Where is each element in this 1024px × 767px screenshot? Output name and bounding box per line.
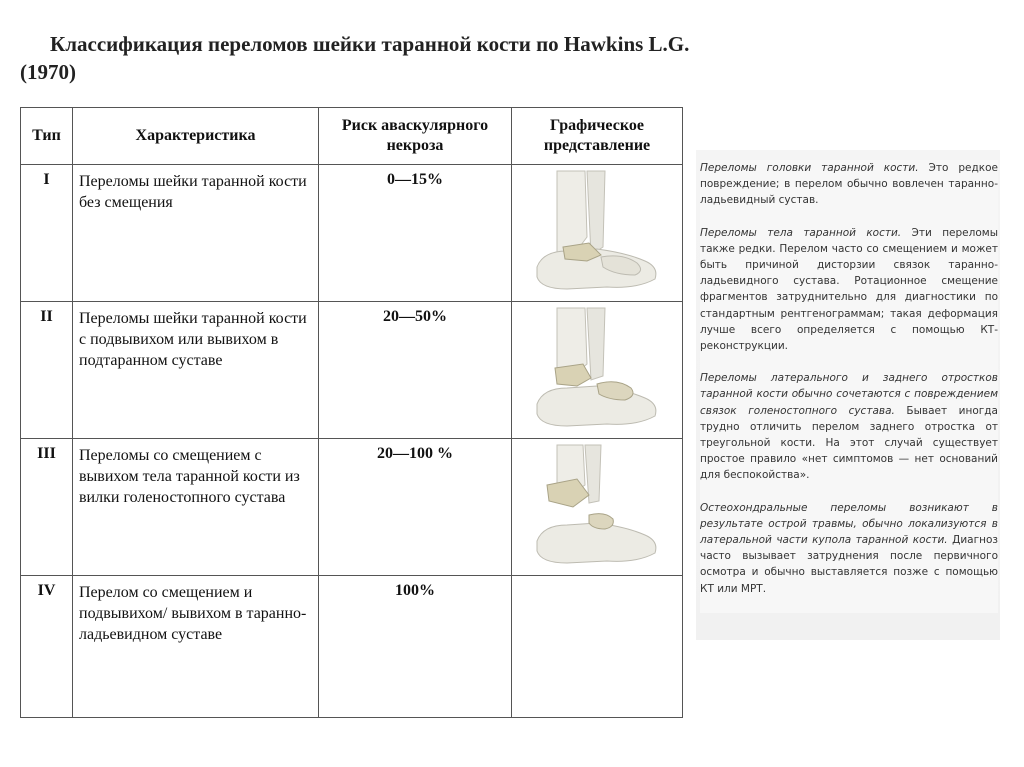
sidebar-paragraph (700, 160, 998, 209)
header-type: Тип (21, 108, 73, 165)
table-row (21, 439, 683, 576)
row-description: Переломы шейки таранной кости без смещения (73, 165, 319, 302)
ankle-fracture-type-iii-image (527, 441, 667, 571)
row-risk: 100% (319, 576, 512, 718)
page-title: Классификация переломов шейки таранной кости по Hawkins L.G. (1970) (20, 32, 690, 84)
row-graphic (512, 165, 683, 302)
hawkins-classification-table (20, 107, 683, 718)
row-description: Перелом со смещением и подвывихом/ вывихом в таранно-ладьевидном суставе (73, 576, 319, 718)
row-graphic (512, 302, 683, 439)
sidebar-paragraph-lead: Переломы головки таранной кости. (700, 162, 919, 174)
row-risk: 0—15% (319, 165, 512, 302)
sidebar-paragraph-lead: Остеохондральные переломы возникают в результате острой травмы, обычно локализуются в латеральной части купола таранной кости. (700, 501, 998, 547)
row-type: I (21, 165, 73, 302)
table-header-row (21, 108, 683, 165)
table-row (21, 302, 683, 439)
sidebar-paragraph-text: Бывает иногда трудно отличить перелом заднего отростка от треугольной кости. На этот случай существует простое правило «нет симптомов — нет оснований для беспокойства». (700, 404, 998, 482)
ankle-fracture-type-ii-image (527, 304, 667, 434)
sidebar-paragraph-lead: Переломы тела таранной кости. (700, 226, 902, 239)
header-risk: Риск аваскулярного некроза (319, 108, 512, 165)
row-type: II (21, 302, 73, 439)
row-graphic (512, 576, 683, 718)
sidebar-paragraph-text: Диагноз часто вызывает затруднения после первичного осмотра и обычно выставляется позже с помощью КТ или МРТ. (700, 534, 998, 595)
sidebar-paragraph-text: Эти переломы также редки. Перелом часто со смещением и может быть причиной дисторзии связок таранно-ладьевидного сустава. Ротационное смещение фрагментов затруднительно для диагностики по стандартным рентгенограммам; такая деформация лучше всего определяется с помощью КТ- реконструкции. (700, 226, 998, 353)
row-risk: 20—50% (319, 302, 512, 439)
row-description: Переломы шейки таранной кости с подвывихом или вывихом в подтаранном суставе (73, 302, 319, 439)
row-graphic (512, 439, 683, 576)
row-description: Переломы со смещением с вывихом тела таранной кости из вилки голеностопного сустава (73, 439, 319, 576)
header-characteristic: Характеристика (73, 108, 319, 165)
sidebar-text-block (700, 160, 998, 613)
row-type: III (21, 439, 73, 576)
row-type: IV (21, 576, 73, 718)
sidebar-paragraph-text: Это редкое повреждение; в перелом обычно вовлечен таранно-ладьевидный сустав. (700, 162, 998, 207)
sidebar-paragraph (700, 500, 998, 597)
sidebar-paragraph-lead: Переломы латерального и заднего отростков таранной кости обычно сочетаются с повреждением связок голеностопного сустава. (700, 372, 998, 417)
ankle-fracture-type-i-image (527, 167, 667, 297)
table-row (21, 576, 683, 718)
table-row (21, 165, 683, 302)
row-risk: 20—100 % (319, 439, 512, 576)
header-graphic: Графическое представление (512, 108, 683, 165)
sidebar-paragraph (700, 370, 998, 483)
sidebar-paragraph (700, 225, 998, 355)
